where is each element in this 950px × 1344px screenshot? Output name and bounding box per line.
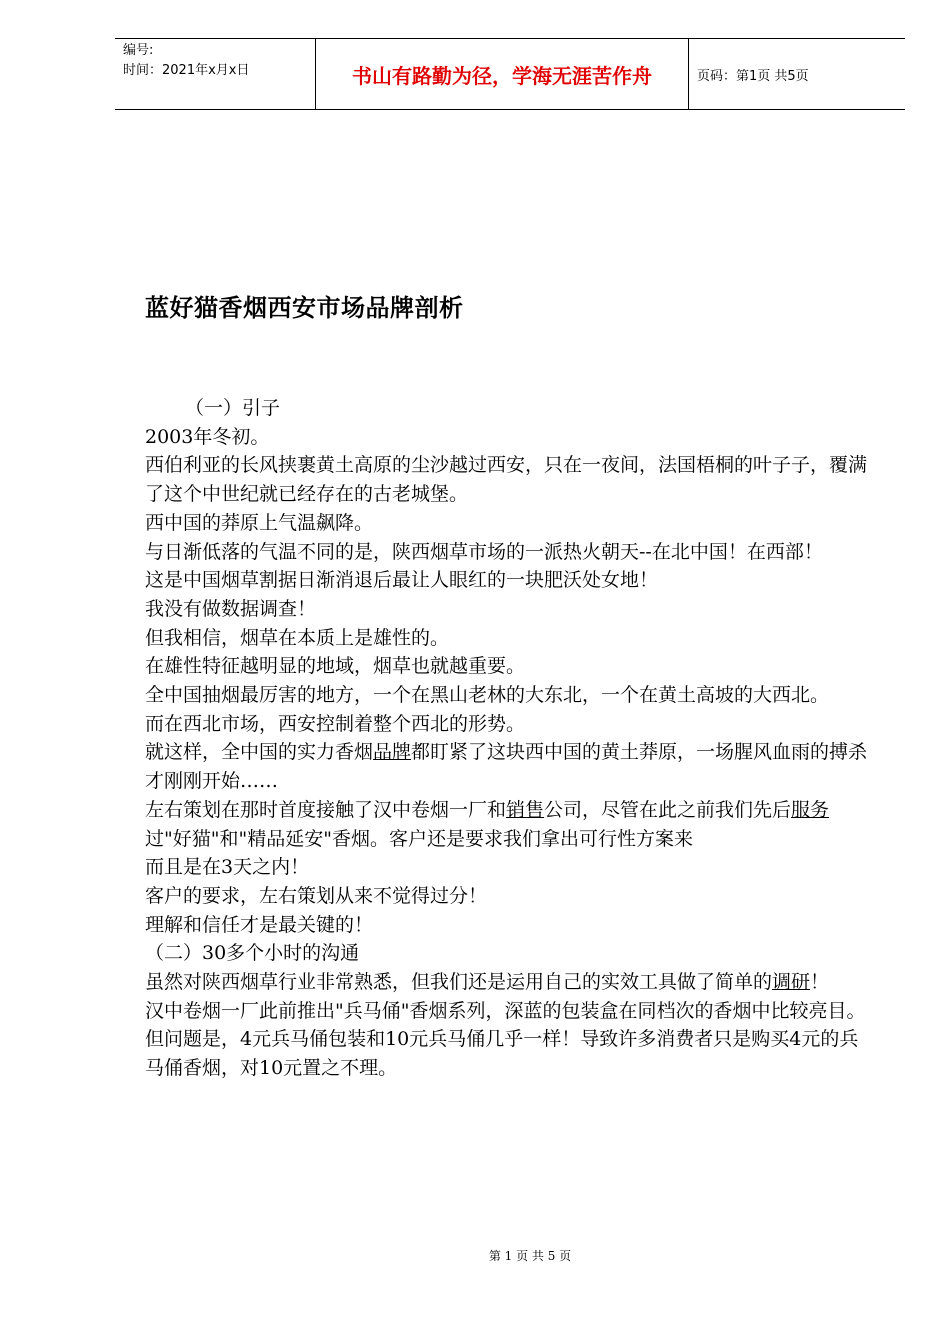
paragraph: 而在西北市场，西安控制着整个西北的形势。 (145, 712, 526, 735)
document-body (145, 394, 875, 1083)
paragraph: 理解和信任才是最关键的！ (145, 913, 374, 936)
page-footer: 第 1 页 共 5 页 (488, 1249, 572, 1263)
paragraph: 在雄性特征越明显的地域，烟草也就越重要。 (145, 655, 526, 678)
research-link[interactable]: 调研 (772, 971, 811, 994)
paragraph: 这是中国烟草割据日渐消退后最让人眼红的一块肥沃处女地！ (145, 569, 659, 592)
paragraph: 但我相信，烟草在本质上是雄性的。 (145, 626, 450, 649)
brand-link[interactable]: 品牌 (373, 741, 412, 764)
header-page-info: 页码：第1页 共5页 (697, 68, 809, 84)
sales-link[interactable]: 销售 (506, 798, 545, 821)
section-heading-communication: （二）30多个小时的沟通 (145, 942, 360, 965)
time-label: 时间：2021年x月x日 (123, 63, 250, 78)
document-title: 蓝好猫香烟西安市场品牌剖析 (145, 293, 464, 322)
paragraph: 西中国的莽原上气温飙降。 (145, 511, 374, 534)
serial-label: 编号: (123, 43, 154, 58)
paragraph: 西伯利亚的长风挟裹黄土高原的尘沙越过西安，只在一夜间，法国梧桐的叶子子，覆满了这个中世纪就已经存在的古老城堡。 (145, 454, 868, 506)
section-heading-intro: （一）引子 (185, 397, 281, 419)
paragraph: 但问题是，4元兵马俑包装和10元兵马俑几乎一样！导致许多消费者只是购买4元的兵马俑香烟，对10元置之不理。 (145, 1028, 859, 1080)
paragraph-brand: 就这样，全中国的实力香烟品牌都盯紧了这块西中国的黄土莽原，一场腥风血雨的搏杀才刚刚开始…… (145, 741, 868, 793)
service-link[interactable]: 服务 (791, 798, 830, 821)
paragraph-sales: 左右策划在那时首度接触了汉中卷烟一厂和销售公司，尽管在此之前我们先后服务过"好猫"和"精品延安"香烟。客户还是要求我们拿出可行性方案来 (145, 798, 830, 850)
paragraph: 汉中卷烟一厂此前推出"兵马俑"香烟系列，深蓝的包装盒在同档次的香烟中比较亮目。 (145, 999, 866, 1022)
paragraph: 而且是在3天之内！ (145, 856, 310, 879)
paragraph: 客户的要求，左右策划从来不觉得过分！ (145, 884, 488, 907)
paragraph: 与日渐低落的气温不同的是，陕西烟草市场的一派热火朝天--在北中国！在西部！ (145, 540, 823, 563)
paragraph: 我没有做数据调查！ (145, 597, 317, 620)
paragraph: 全中国抽烟最厉害的地方，一个在黑山老林的大东北，一个在黄土高坡的大西北。 (145, 684, 830, 707)
paragraph: 2003年冬初。 (145, 425, 270, 448)
paragraph-research: 虽然对陕西烟草行业非常熟悉，但我们还是运用自己的实效工具做了简单的调研！ (145, 971, 830, 994)
header-meta (115, 39, 315, 109)
header-table (115, 38, 905, 110)
header-motto: 书山有路勤为径，学海无涯苦作舟 (315, 39, 689, 109)
